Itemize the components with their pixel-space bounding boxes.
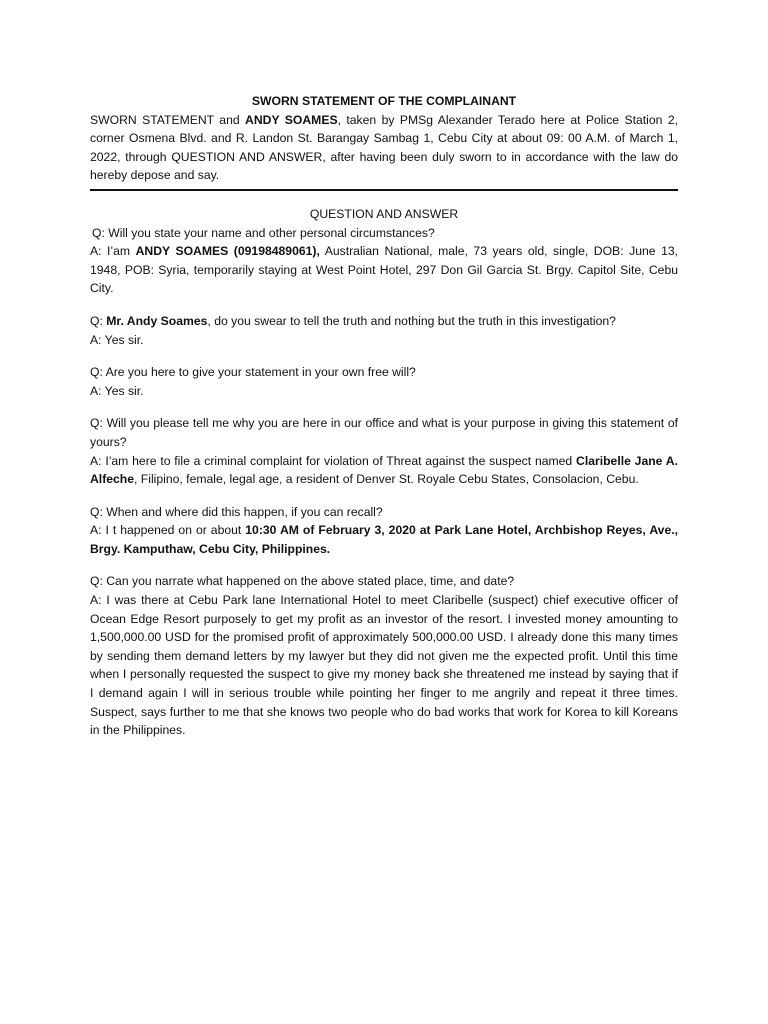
- answer-1: [90, 242, 678, 298]
- answer-4-prefix: A: I’am here to file a criminal complaint for violation of Threat against the suspect named: [90, 453, 577, 468]
- question-2-rest: , do you swear to tell the truth and nothing but the truth in this investigation?: [207, 313, 616, 328]
- answer-1-prefix: A: I’am: [90, 244, 136, 259]
- qa-heading: QUESTION AND ANSWER: [309, 206, 459, 221]
- question-2-prefix: Q:: [90, 313, 107, 328]
- qa-block-3: [90, 363, 678, 400]
- qa-block-1: [90, 224, 678, 298]
- intro-text-1: SWORN STATEMENT and: [90, 112, 246, 127]
- answer-1-rest: Australian National, male, 73 years old, single, DOB: June 13, 1948, POB: Syria, temporarily staying at West Point Hotel, 297 Don Gil Garcia St. Brgy. Capitol Site, Cebu City.: [90, 244, 679, 296]
- answer-1-name: ANDY SOAMES (09198489061),: [135, 244, 320, 259]
- question-4: Q: Will you please tell me why you are here in our office and what is your purpose in giving this statement of yours?: [90, 416, 678, 449]
- answer-2: A: Yes sir.: [90, 332, 144, 347]
- document-page: [90, 92, 678, 754]
- intro-text-2: , taken by PMSg Alexander Terado here at Police Station 2, corner Osmena Blvd. and R. Landon St. Barangay Sambag 1, Cebu City at about 09: 00 A.M. of March 1, 2022, through QUESTION AND ANSWER, after having been duly sworn to in accordance with the law do hereby depose and say.: [90, 112, 679, 183]
- answer-4: [90, 452, 678, 489]
- answer-4-suspect-name: Claribelle Jane A. Alfeche: [90, 453, 678, 487]
- answer-5-prefix: A: I t happened on or about: [90, 523, 246, 538]
- question-3: Q: Are you here to give your statement in your own free will?: [90, 365, 416, 380]
- qa-block-2: [90, 312, 678, 349]
- question-5: Q: When and where did this happen, if you can recall?: [90, 504, 383, 519]
- qa-block-5: [90, 503, 678, 559]
- document-title: SWORN STATEMENT OF THE COMPLAINANT: [251, 94, 517, 108]
- qa-block-4: [90, 414, 678, 488]
- answer-4-rest: , Filipino, female, legal age, a resident of Denver St. Royale Cebu States, Consolacion, Cebu.: [134, 472, 639, 487]
- question-2-name: Mr. Andy Soames: [106, 313, 208, 328]
- answer-5-date-place: 10:30 AM of February 3, 2020 at Park Lane Hotel, Archbishop Reyes, Ave., Brgy. Kamputhaw, Cebu City, Philippines.: [90, 523, 679, 556]
- qa-block-6: [90, 572, 678, 739]
- intro-paragraph: [90, 111, 678, 185]
- answer-5: [90, 521, 678, 558]
- question-1: Q: Will you state your name and other personal circumstances?: [92, 225, 435, 240]
- divider-line: [90, 189, 678, 191]
- intro-complainant-name: ANDY SOAMES: [245, 112, 338, 127]
- question-2: [90, 312, 678, 331]
- answer-3: A: Yes sir.: [90, 383, 144, 398]
- answer-6: A: I was there at Cebu Park lane International Hotel to meet Claribelle (suspect) chief executive officer of Ocean Edge Resort purposely to get my profit as an investor of the resort. I invested money amounting to 1,500,000.00 USD for the promised profit of approximately 500,000.00 USD. I already done this many times by sending them demand letters by my lawyer but they did not given me the expected profit. Until this time when I personally requested the suspect to give my money back she threatened me instead by saying that if I demand again I will in serious trouble while pointing her finger to me angrily and repeat it three times. Suspect, says further to me that she knows two people who do bad works that work for Korea to kill Koreans in the Philippines.: [90, 593, 678, 738]
- question-6: Q: Can you narrate what happened on the above stated place, time, and date?: [90, 574, 515, 589]
